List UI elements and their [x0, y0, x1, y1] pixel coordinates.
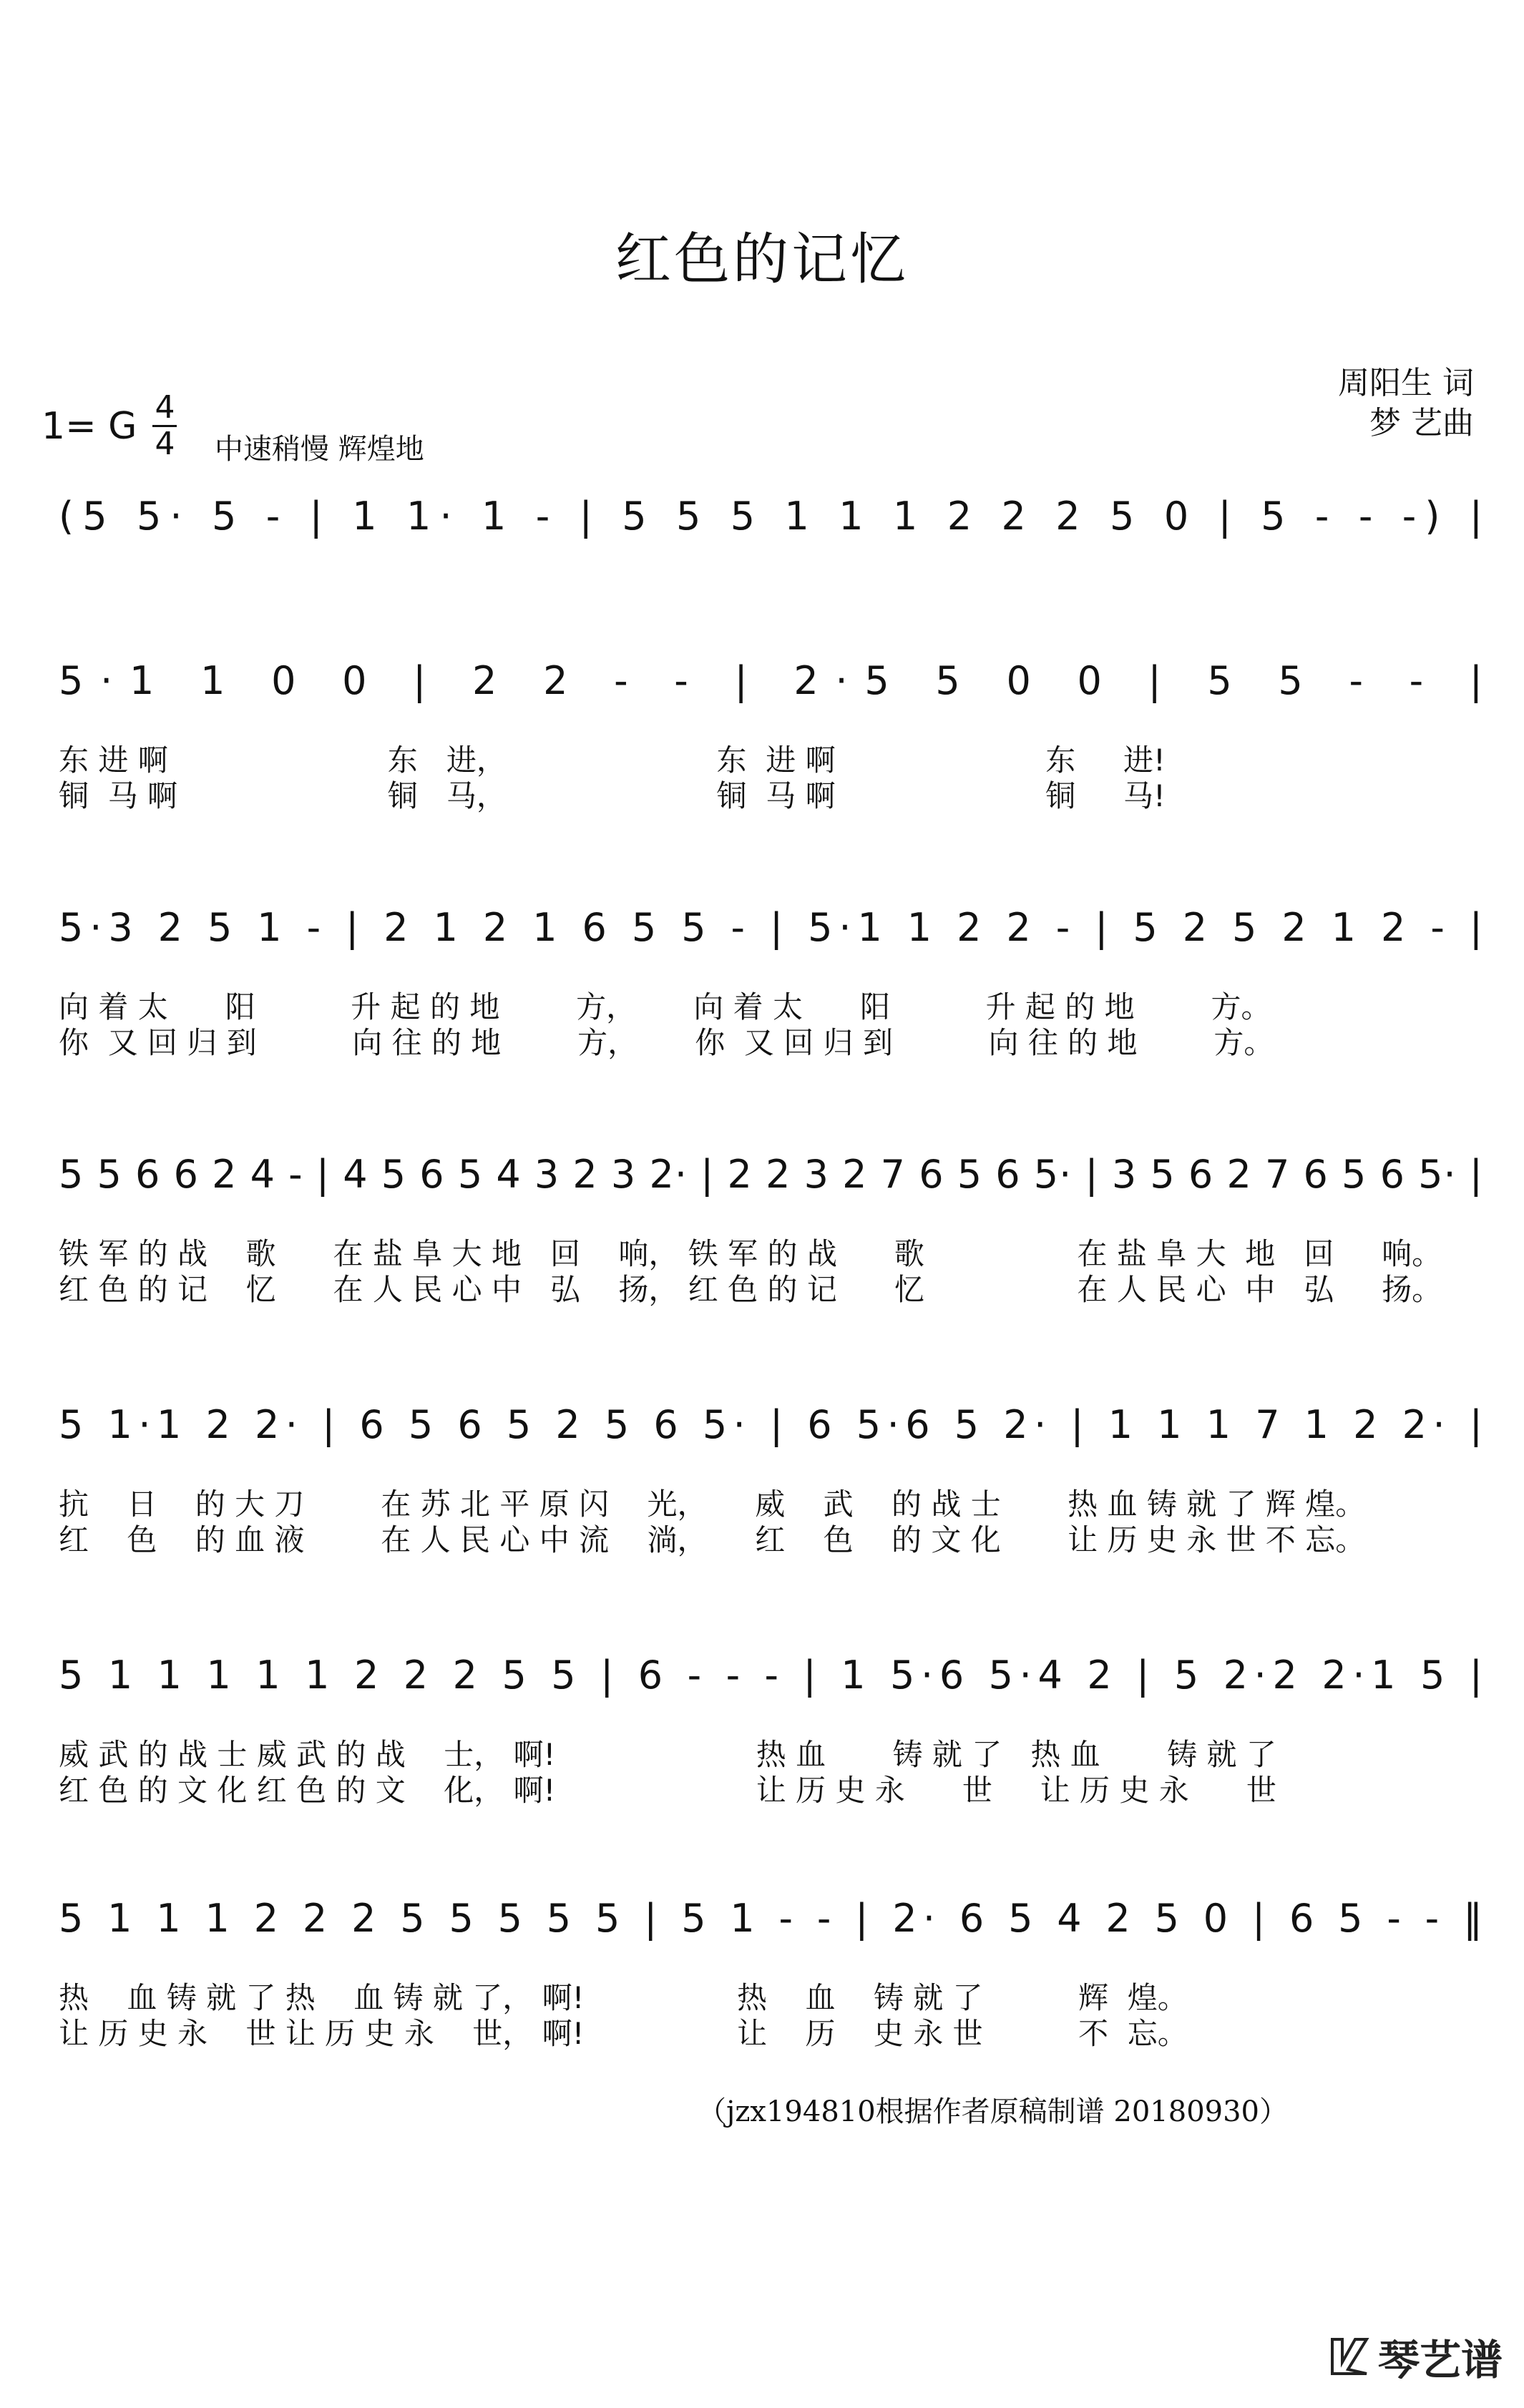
time-signature-top: 4 [155, 389, 175, 426]
piano-logo-icon [1327, 2334, 1372, 2379]
lyrics-verse-2: 铜 马 啊 铜 马， 铜 马 啊 铜 马! [59, 778, 1166, 813]
notes-line: 5 1 1 1 1 1 2 2 2 5 5 | 6 - - - | 1 5·6 5·4 2 | 5 2·2 2·1 5 | [59, 1653, 1483, 1698]
tempo-marking: 中速稍慢 辉煌地 [215, 433, 424, 466]
notes-line: (5 5· 5 - | 1 1· 1 - | 5 5 5 1 1 1 2 2 2 5 0 | 5 - - -) | [59, 494, 1483, 539]
notes-line: 5 1 1 1 2 2 2 5 5 5 5 5 | 5 1 - - | 2· 6 5 4 2 5 0 | 6 5 - - ‖ [59, 1896, 1483, 1941]
lyricist-credit: 周阳生 词 [1338, 365, 1474, 401]
lyrics-verse-1: 东 进 啊 东 进， 东 进 啊 东 进! [59, 743, 1166, 778]
notes-line: 5 1·1 2 2· | 6 5 6 5 2 5 6 5· | 6 5·6 5 2· | 1 1 1 7 1 2 2· | [59, 1402, 1483, 1447]
page-title: 红色的记忆 [615, 227, 909, 292]
notes-line: 5 5 6 6 2 4 - | 4 5 6 5 4 3 2 3 2· | 2 2 3 2 7 6 5 6 5· | 3 5 6 2 7 6 5 6 5· | [59, 1152, 1483, 1197]
notation-line-1 [59, 451, 1498, 579]
lyrics-verse-2: 红 色 的 血 液 在 人 民 心 中 流 淌， 红 色 的 文 化 让 历 史 永 世 不 忘。 [59, 1522, 1366, 1557]
time-signature [152, 389, 177, 462]
lyrics-verse-2: 让 历 史 永 世 让 历 史 永 世， 啊! 让 历 史 永 世 不 忘。 [59, 2016, 1188, 2051]
credits [1338, 363, 1474, 444]
lyrics-verse-1: 铁 军 的 战 歌 在 盐 阜 大 地 回 响， 铁 军 的 战 歌 在 盐 阜 大 地 回 响。 [59, 1236, 1442, 1271]
key-label: 1= G [41, 404, 137, 448]
lyrics-verse-1: 抗 日 的 大 刀 在 苏 北 平 原 闪 光， 威 武 的 战 士 热 血 铸 就 了 辉 煌。 [59, 1487, 1366, 1522]
watermark-text: 琴艺谱 [1377, 2336, 1503, 2384]
notes-line: 5·3 2 5 1 - | 2 1 2 1 6 5 5 - | 5·1 1 2 2 - | 5 2 5 2 1 2 - | [59, 905, 1483, 950]
watermark-logo [1327, 2326, 1503, 2387]
lyrics-verse-2: 你 又 回 归 到 向 往 的 地 方， 你 又 回 归 到 向 往 的 地 方。 [59, 1025, 1274, 1060]
transcription-note: （jzx194810根据作者原稿制谱 20180930） [697, 2095, 1288, 2128]
composer-credit: 梦 艺曲 [1369, 405, 1474, 441]
lyrics-verse-1: 威 武 的 战 士 威 武 的 战 士， 啊! 热 血 铸 就 了 热 血 铸 就 了 [59, 1737, 1276, 1772]
key-signature [41, 389, 177, 462]
lyrics-verse-1: 向 着 太 阳 升 起 的 地 方， 向 着 太 阳 升 起 的 地 方。 [59, 989, 1271, 1024]
notes-line: 5·1 1 0 0 | 2 2 - - | 2·5 5 0 0 | 5 5 - - | [59, 658, 1483, 703]
lyrics-verse-2: 红 色 的 记 忆 在 人 民 心 中 弘 扬， 红 色 的 记 忆 在 人 民 心 中 弘 扬。 [59, 1272, 1442, 1307]
lyrics-verse-1: 热 血 铸 就 了 热 血 铸 就 了， 啊! 热 血 铸 就 了 辉 煌。 [59, 1980, 1188, 2015]
time-signature-bottom: 4 [155, 426, 175, 462]
lyrics-verse-2: 红 色 的 文 化 红 色 的 文 化， 啊! 让 历 史 永 世 让 历 史 永 世 [59, 1773, 1276, 1808]
